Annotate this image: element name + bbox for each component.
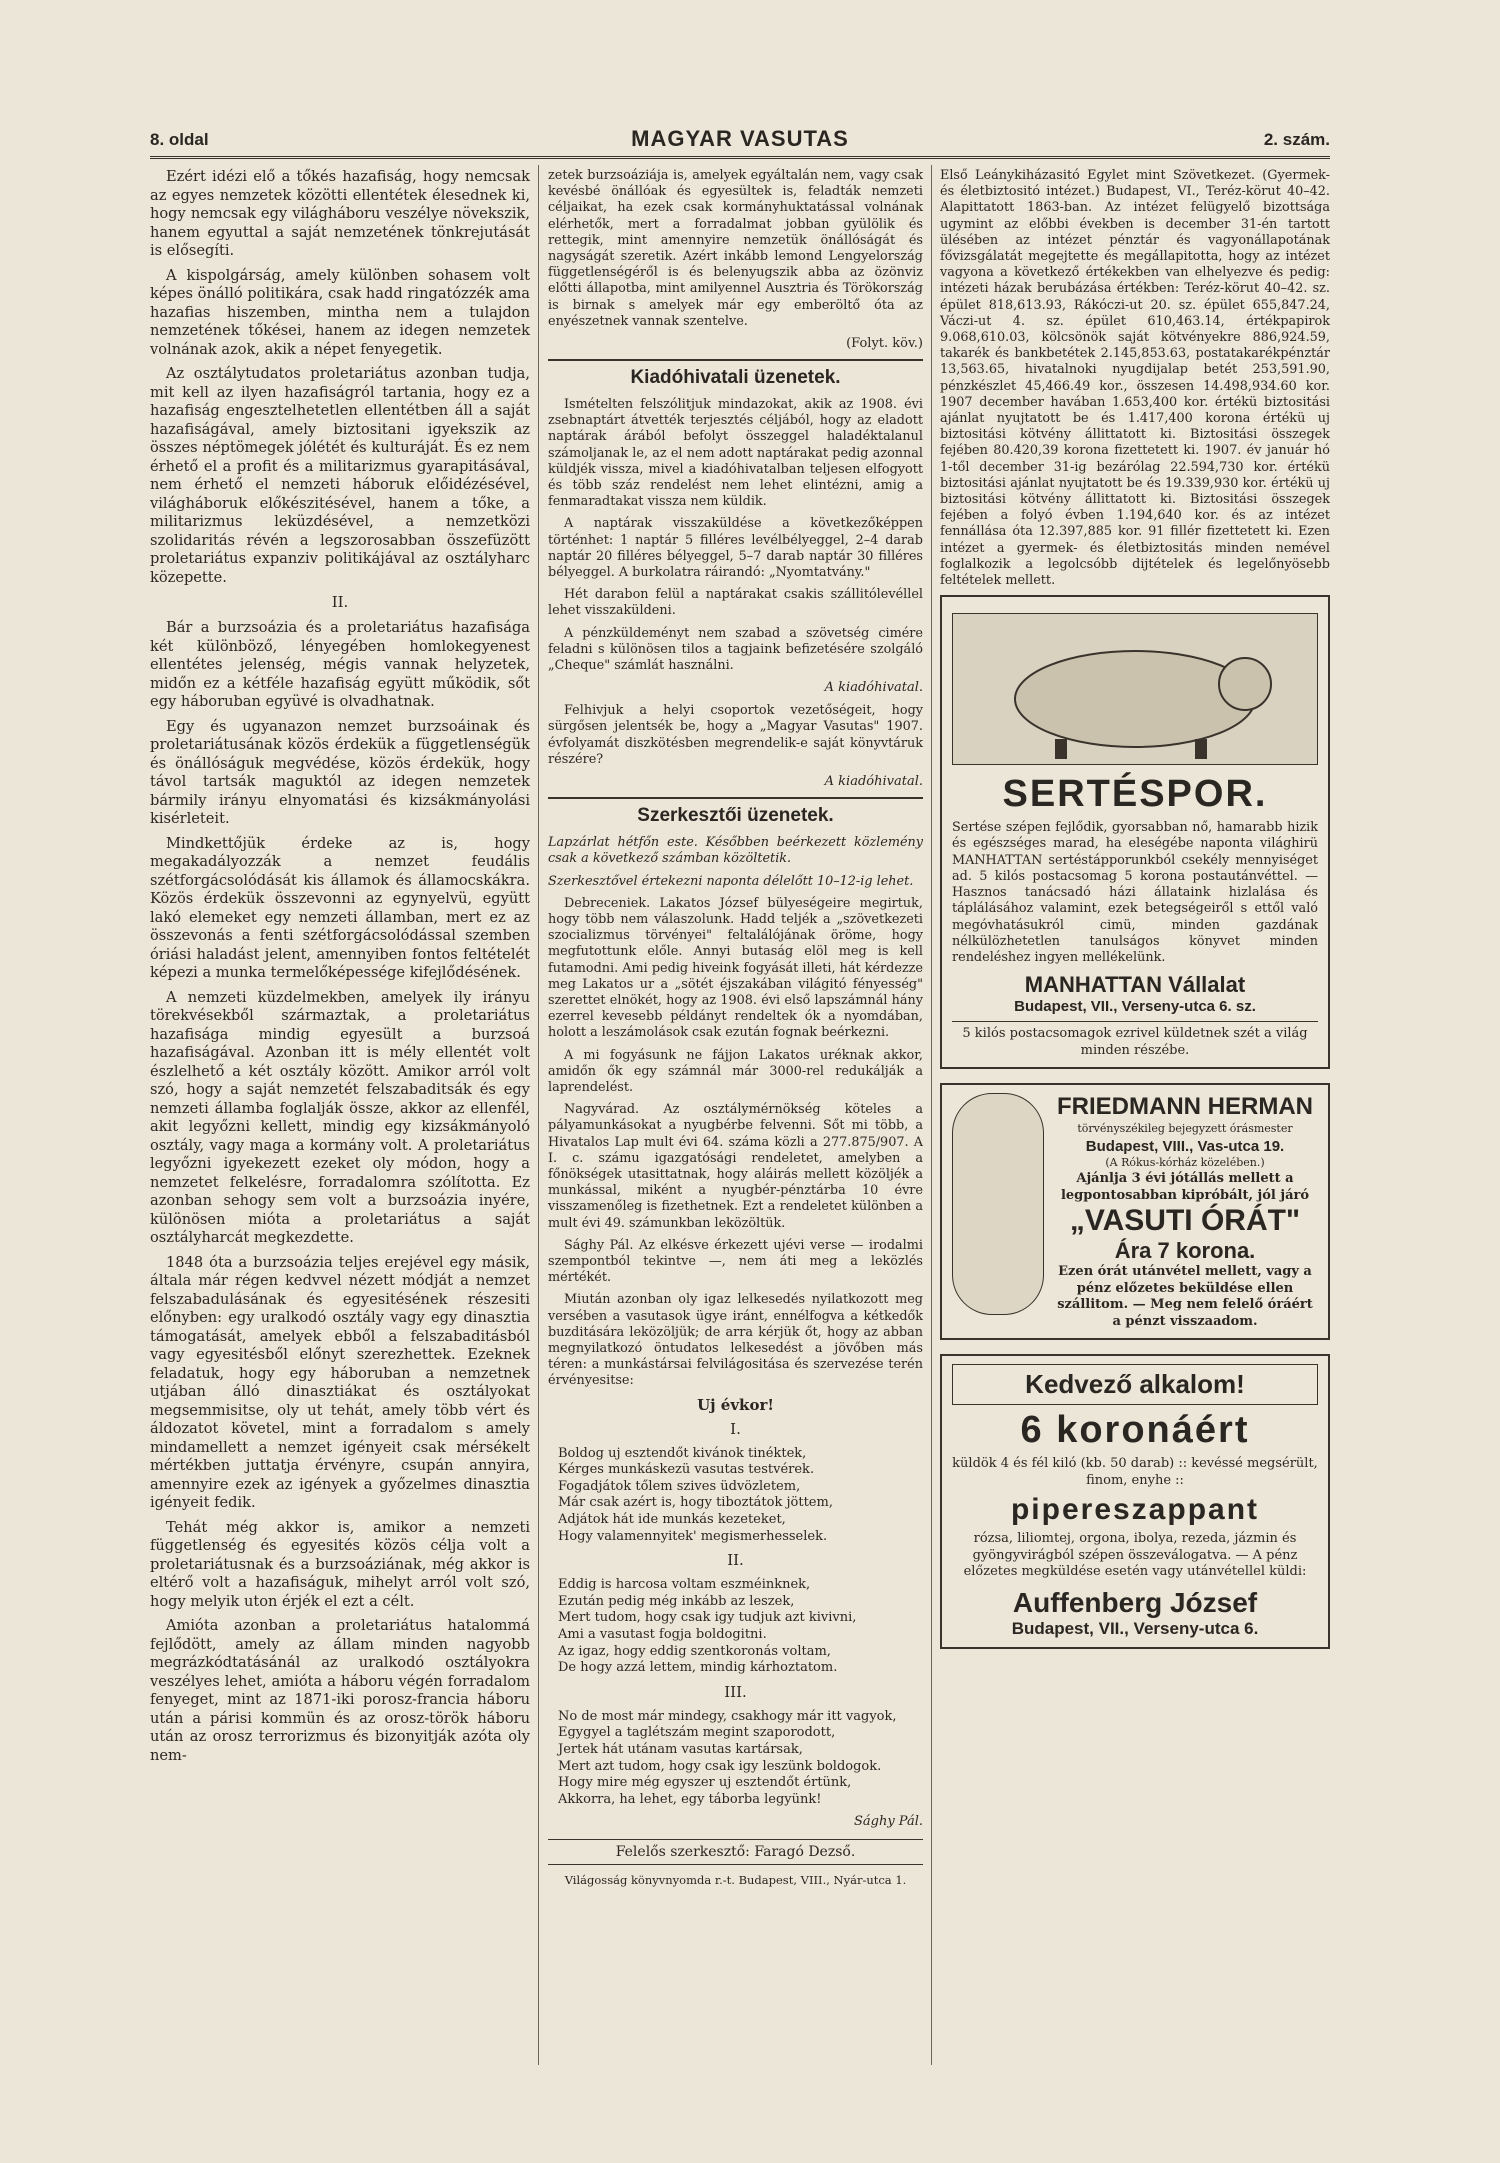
- sertespor-ad: [940, 595, 1330, 1069]
- poem-line: Adjátok hát ide munkás kezeteket,: [558, 1511, 786, 1527]
- notice: Miután azonban oly igaz lelkesedés nyilatkozott meg versében a vasutasok ügye iránt, ennélfogva a kétkedők buzditására leközöljük; de arra kérjük őt, hogy az abban megnyilatkozó öntudatos lelkesedést a jövőben más téren: a munkástársai felvilágositása és szervezése terén érvényesitse:: [548, 1292, 923, 1389]
- notice: A mi fogyásunk ne fájjon Lakatos uréknak akkor, amidőn ők egy számnál már 3000-rel redukálják a laprendelést.: [548, 1047, 923, 1095]
- notice: Felhivjuk a helyi csoportok vezetőségeit, hogy sürgősen jelentsék be, hogy a „Magyar Vasutas" 1907. évfolyamát diszkötésben megrendelik-e saját könyvtáruk részére?: [548, 703, 923, 767]
- notice: Debreceniek. Lakatos József bülyeségeire megirtuk, hogy több nem válaszolunk. Hadd teljék a „szövetkezeti szocializmus törvényei" feltalálójának öröme, hogy megfutottunk előle. Annyi butaság elöl meg is kell futamodni. Ami pedig hiveink fogyását illeti, hát kérdezze meg Lakatos ur a „sötét éjszakában világitó fényesség" szerettet elnökét, hogy az 1908. évi első lapszámnál hány ezerrel kevesebb példányt rendeltek ók a nyomdában, holott a leszámolások csak ezután fognak beérkezni.: [548, 895, 923, 1041]
- sertespor-text: Sertése szépen fejlődik, gyorsabban nő, hamarabb hizik és egészséges marad, ha eleségébe naponta világhirü MANHATTAN sertéstápporunkból csekély mennyiséget ad. 5 kilós postacsomag 5 korona postautánvéttel. — Hasznos tanácsadó házi állataink hizlalása és táplálásához valamint, ezek betegségeiről s ettől való megóvhatásukról cimü, minden gazdának nélkülözhetetlen tanulságos könyvet minden rendeléshez ingyen mellékelünk.: [952, 820, 1318, 965]
- paragraph: Ezért idézi elő a tőkés hazafiság, hogy nemcsak az egyes nemzetek közötti ellentétek élesednek ki, hogy nemcsak egy világháboru veszélye növekszik, hanem egyuttal a saját nemzetének tönkrejutását is elősegíti.: [150, 168, 530, 259]
- poem-line: Kérges munkáskezü vasutas testvérek.: [558, 1462, 815, 1478]
- friedmann-sub: törvényszékileg bejegyzett órásmester: [1077, 1122, 1293, 1136]
- notice: A naptárak visszaküldése a következőképpen történhet: 1 naptár 5 filléres levélbélyeggel, 2–4 darab naptár 20 filléres bélyeggel, 5–7 darab naptár 30 filléres bélyeggel. A burkolatra ráirandó: „Nyomtatvány.": [548, 516, 923, 581]
- column-2: [548, 168, 923, 1887]
- poem-line: Mert tudom, hogy csak igy tudjuk azt kivivni,: [558, 1610, 857, 1626]
- poem-line: Hogy valamennyitek' megismerhesselek.: [558, 1528, 828, 1544]
- poem-line: Az igaz, hogy eddig szentkoronás voltam,: [558, 1643, 831, 1659]
- szappan-text: rózsa, liliomtej, orgona, ibolya, rezeda, jázmin és gyöngyvirágból szépen összeválogatva. — A pénz előzetes megküldése esetén vagy utánvétellel küldi:: [963, 1531, 1307, 1580]
- manhattan-note: 5 kilós postacsomagok ezrivel küldetnek szét a világ minden részébe.: [952, 1021, 1318, 1059]
- notice: Lapzárlat hétfőn este. Későbben beérkezett közlemény csak a következő számban közöltetik.: [548, 835, 923, 867]
- poem-part-number: II.: [727, 1551, 744, 1570]
- poem-line: No de most már mindegy, csakhogy már itt vagyok,: [558, 1708, 897, 1724]
- poem-line: Egygyel a taglétszám megint szaporodott,: [558, 1725, 836, 1741]
- friedmann-address: Budapest, VIII., Vas-utca 19.: [1085, 1137, 1285, 1155]
- signature: A kiadóhivatal.: [824, 680, 923, 696]
- pipereszappant: pipereszappant: [1010, 1493, 1260, 1527]
- paragraph: Az osztálytudatos proletariátus azonban tudja, mit kell az ilyen hazafiságról tartania, hogy ez a hazafiság engesztelhetetlen ellentétben áll a saját hazafiságával, amely biztositani igyekszik az összes néptömegek jólétét és kulturáját. És ez nem érhető el a profit és a militarizmus gyarapitásával, nem érhető el nemzeti háboruk előidézésével, világháboruk előkészitésével, hanem a tőke, a militarizmus leküzdésével, a nemzetközi szolidaritás révén a legszorosabban összefüzött proletariátus expanziv politikájával az osztályharc közepette.: [150, 365, 530, 586]
- notice: Sághy Pál. Az elkésve érkezett ujévi verse — irodalmi szempontból tekintve —, nem áti meg a leközlés mértékét.: [548, 1237, 923, 1286]
- poem: [548, 1420, 923, 1809]
- szappan-ad: [940, 1354, 1330, 1649]
- paragraph: A nemzeti küzdelmekben, amelyek ily irányu törekvésekből származtak, a proletariátus hazafisága mindig egyesült a burzsoá hazafiságával. Azonban itt is mély ellentét volt észlelhető a két osztály között. Amikor arról volt szó, hogy a saját nemzetét felszabaditsák és egy nemzeti államba foglalják össze, akkor az ellenfél, akit legyőzni kellett, mindig egy kizsákmányoló osztály, vagy maga a kormány volt. A proletariátus legyőzni igyekezett ezeket oly módon, hogy a nemzetet felkelésre, forradalomra szólította. Ez azonban sehogy sem volt a burzsoázia inyére, különösen mióta a proletariátus a saját osztályharcát megkezdette.: [150, 988, 530, 1246]
- paragraph: Tehát még akkor is, amikor a nemzeti függetlenség és egyesités közös célja volt a proletariátusnak és a burzsoáziának, még akkor is eltérő volt a hazafiságuk, mihelyt arról volt szó, hogy melyik uton érjék el ezt a célt.: [150, 1518, 530, 1610]
- poem-line: Mert azt tudom, hogy csak igy leszünk boldogok.: [558, 1758, 882, 1774]
- page-number: 8. oldal: [150, 130, 209, 149]
- paragraph: Egy és ugyanazon nemzet burzsoáinak és proletariátusának közös érdekük a függetlenségük és önállóságuk megvédése, közös érdekük, hogy távol tartsák maguktól az idegen nemzetek bármily irányu elnyomatási és kizsákmányolási kisérleteit.: [150, 717, 530, 827]
- paragraph: A kispolgárság, amely különben sohasem volt képes önálló politikára, csak hadd ringatózzék ama hazafias hiszemben, mintha nem a tulajdon nemzetének tőkései, hanem az idegen nemzetek volnának azok, akik a népet fenyegetik.: [150, 266, 530, 358]
- paragraph: Mindkettőjük érdeke az is, hogy megakadályozzák a nemzet feudális szétforgácsolódását kis államok és államocskákra. Közös érdekük összevonni az egynyelvü, együtt lakó elemeket egy nemzeti államban, mert ez az összevonás a fenti szétforgácsolódással szemben óriási haladást jelent, amennyiben fontos feltételét képezi a munka termelőképessége kifejlődésének.: [150, 834, 530, 981]
- friedmann-ad: [940, 1083, 1330, 1340]
- continued-note: (Folyt. köv.): [846, 336, 923, 352]
- poem-stanza: [558, 1446, 923, 1546]
- notice: Szerkesztővel értekezni naponta délelőtt 10–12-ig lehet.: [548, 873, 914, 889]
- poem-stanza: [558, 1709, 923, 1809]
- watch-icon: [952, 1093, 1044, 1315]
- section-title-kiadohivatal: Kiadóhivatali üzenetek.: [548, 359, 923, 389]
- poem-line: Ami a vasutast fogja boldogitni.: [558, 1626, 767, 1642]
- printer-imprint: Világosság könyvnyomda r.-t. Budapest, VIII., Nyár-utca 1.: [564, 1873, 907, 1888]
- notice: Ismételten felszólitjuk mindazokat, akik az 1908. évi zsebnaptárt átvették terjesztés céljából, hogy az eladott naptárak árából befolyt összeggel haladéktalanul számoljanak le, az el nem adott naptárakat pedig azonnal küldjék vissza, mivel a kiadóhivatalban teljesen elfogyott és több száz rendelést nem lehet elintézni, amig a fenmaradtakat vissza nem küldik.: [548, 397, 923, 510]
- poem-line: Boldog uj esztendőt kivánok tinéktek,: [558, 1445, 807, 1461]
- manhattan-address: Budapest, VII., Verseny-utca 6. sz.: [1014, 998, 1256, 1016]
- poem-line: Már csak azért is, hogy tiboztátok jöttem,: [558, 1495, 833, 1511]
- friedmann-name: FRIEDMANN HERMAN: [1057, 1093, 1313, 1121]
- pig-icon: [953, 614, 1317, 764]
- column-divider: [931, 165, 932, 2065]
- poem-line: De hogy azzá lettem, mindig kárhoztatom.: [558, 1660, 838, 1676]
- paragraph: Amióta azonban a proletariátus hatalommá fejlődött, amely az állam minden nagyobb megrázkódtatásánál az uralkodó osztályokra veszélyes lehet, amióta a háboru végén forradalom fenyeget, mint az 1871-iki porosz-francia háboru után a párisi kommün és az orosz-török háboru után az orosz terrorizmus és bizonyitják azóta oly nem-: [150, 1617, 530, 1764]
- friedmann-offer: Ajánlja 3 évi jótállás mellett a legpontosabban kipróbált, jól járó: [1060, 1171, 1310, 1203]
- poem-part-number: III.: [724, 1682, 747, 1701]
- column-1: [150, 168, 530, 1771]
- column-divider: [538, 165, 539, 2065]
- price: Ára 7 korona.: [1114, 1238, 1256, 1264]
- auffenberg-address: Budapest, VII., Verseny-utca 6.: [1011, 1618, 1259, 1638]
- responsible-editor: Felelős szerkesztő: Faragó Dezső.: [548, 1839, 923, 1865]
- issue-number: 2. szám.: [1263, 130, 1330, 149]
- poem-line: Fogadjátok tőlem szives üdvözletem,: [558, 1478, 801, 1494]
- poem-part-number: I.: [730, 1419, 741, 1438]
- pig-illustration: [952, 613, 1318, 765]
- poem-line: Eddig is harcosa voltam eszméinknek,: [558, 1577, 811, 1593]
- notice: Hét darabon felül a naptárakat csakis szállitólevéllel lehet visszaküldeni.: [548, 587, 923, 619]
- vasuti-orat: „VASUTI ÓRÁT": [1069, 1204, 1301, 1238]
- koronaert: 6 koronáért: [1020, 1409, 1250, 1452]
- sertespor-title: SERTÉSPOR.: [1002, 773, 1268, 816]
- signature: A kiadóhivatal.: [824, 774, 923, 790]
- paragraph: Bár a burzsoázia és a proletariátus hazafisága két különböző, lényegében homlokegyenest ellentétes jelenség, mégis vannak helyzetek, midőn ez a kétféle hazafiság együtt működik, sőt egy háboruban együvé is olvadhatnak.: [150, 619, 530, 710]
- notice: A pénzküldeményt nem szabad a szövetség cimére feladni s különösen tilos a tagjaink befizetésére szolgáló „Cheque" számlát használni.: [548, 625, 923, 674]
- poem-signature: Sághy Pál.: [853, 1814, 923, 1830]
- poem-title: Uj évkor!: [697, 1395, 774, 1414]
- page-header: [150, 126, 1330, 159]
- poem-line: Ezután pedig még inkább az leszek,: [558, 1593, 795, 1609]
- friedmann-address2: (A Rókus-kórház közelében.): [1105, 1155, 1265, 1169]
- kuldok-text: küldök 4 és fél kiló (kb. 50 darab) :: kevéssé megsérült, finom, enyhe ::: [952, 1456, 1318, 1488]
- kedvezo-alkalom: Kedvező alkalom!: [952, 1364, 1318, 1405]
- poem-line: Jertek hát utánam vasutas kartársak,: [558, 1741, 803, 1757]
- auffenberg-name: Auffenberg József: [1012, 1586, 1258, 1618]
- section-number: II.: [331, 593, 349, 611]
- paragraph: zetek burzsoáziája is, amelyek egyáltalán nem, vagy csak kevésbé önállóak és egyesültek is, feladták nemzeti céljaikat, ha ezek csak kormányhuktatással volnának elérhetők, mert a forradalmat jobban gyülölik és rettegik, mint amennyire nemzetük önállóságát és nagyságát szeretik. Azért inkább lemond Lengyelország függetlenségéről is és belenyugszik abba az özönviz előtti állapotba, mint amilyennel Ausztria és Törökország is birnak s amelyek már egy emberöltő óta az enyészetnek vannak szentelve.: [548, 168, 923, 329]
- friedmann-note: Ezen órát utánvétel mellett, vagy a pénz előzetes beküldése ellen szállitom. — Meg nem felelő óráért a pénzt visszaadom.: [1057, 1264, 1313, 1329]
- poem-stanza: [558, 1577, 923, 1677]
- manhattan-name: MANHATTAN Vállalat: [1024, 972, 1246, 998]
- egylet-notice: Első Leánykiházasitó Egylet mint Szövetkezet. (Gyermek- és életbiztositó intézet.) Budapest, VI., Teréz-körut 40–42. Alapittatott 1863-ban. Az intézet felügyelő bizottsága ugymint az előbbi években is december 31-én tartott ülésében az intézet pénztár és vagyonállapotának fővizsgálatát megejtette és megállapitotta, hogy az intézet vagyona a következő értékekben van elhelyezve és pedig: intézeti házak berubázása értékben: Teréz-körut 40–42. sz. épület 818,613.93, Rákóczi-ut 20. sz. épület 655,847.24, Váczi-ut 4. sz. épület 610,463.14, értékpapirok 9.068,610.03, kölcsönök saját kötvényekre 886,924.59, takarék és bankbetétek 2.145,853.63, postatakarékpénztár 13,563.65, hivatalnoki nyugdijalap betét 253,591.90, pénzkészlet 45,466.49 kor., összesen 14.498,934.60 kor. 1907 december havában 1.653,400 kor. értékü biztositási ajánlat nyujtatott be és 1.417,400 korona értékü uj biztositási kötvény állittatott ki. Biztositási összegek fejében 80.420,39 korona fizettetett ki. 1907. év január hó 1-től december 31-ig bezárólag 22.594,730 kor. értékü biztositási ajánlat nyujtatott be és 19.339,930 kor. értékü uj biztositási kötvény állittatott ki. Biztositási összegek fejében a folyó évben 1.194,640 kor. és az intézet fennállása óta 12.397,885 kor. 91 fillér fizettetett ki. Ezen intézet a gyermek- és életbiztositás minden nemével foglalkozik a legolcsóbb dijtételek és legelőnyösebb feltételek mellett.: [940, 168, 1330, 589]
- poem-line: Hogy mire még egyszer uj esztendőt értünk,: [558, 1775, 852, 1791]
- section-title-szerkesztoi: Szerkesztői üzenetek.: [548, 797, 923, 827]
- notice: Nagyvárad. Az osztálymérnökség köteles a pályamunkásokat a nyugbérbe felvenni. Sőt mi több, a Hivatalos Lap mult évi 64. száma közli a 277.875/907. A I. c. számu igazgatósági rendeletet, amelyben a főnökségek utasittatnak, hogy aláirás mellett közöljék a munkással, miként a nyugbér-pénztárba 10 évre visszamenőleg is fizethetnek. Ezt a rendeletet különben a mult évi 49. számunkban leközöltük.: [548, 1102, 923, 1231]
- newspaper-title: MAGYAR VASUTAS: [631, 126, 849, 151]
- paragraph: 1848 óta a burzsoázia teljes erejével egy másik, általa már régen kedvvel nézett módját a nemzet felszabadulásának és egyesitésének részesiti előnyben: egy uralkodó osztály vagy egy dinasztia támogatását, amelyek ebből a felszabaditásból vagy egyesitésből előnyt szerezhettek. Ezeknek feladatuk, hogy egy háboruban a nemzetnek utjában álló dinasztiákat és osztályokat megsemmisitse, oly ut tehát, amely több vért és áldozatot követel, mint a forradalom s amely mindamellett a nemzet igényeit csak mérsékelt mértékben juttatja érvényre, csupán annyira, amennyire ezek az igények a győzelmes dinasztia igényeit fedik.: [150, 1253, 530, 1511]
- poem-line: Akkorra, ha lehet, egy táborba legyünk!: [558, 1791, 822, 1807]
- column-3: [940, 168, 1330, 1663]
